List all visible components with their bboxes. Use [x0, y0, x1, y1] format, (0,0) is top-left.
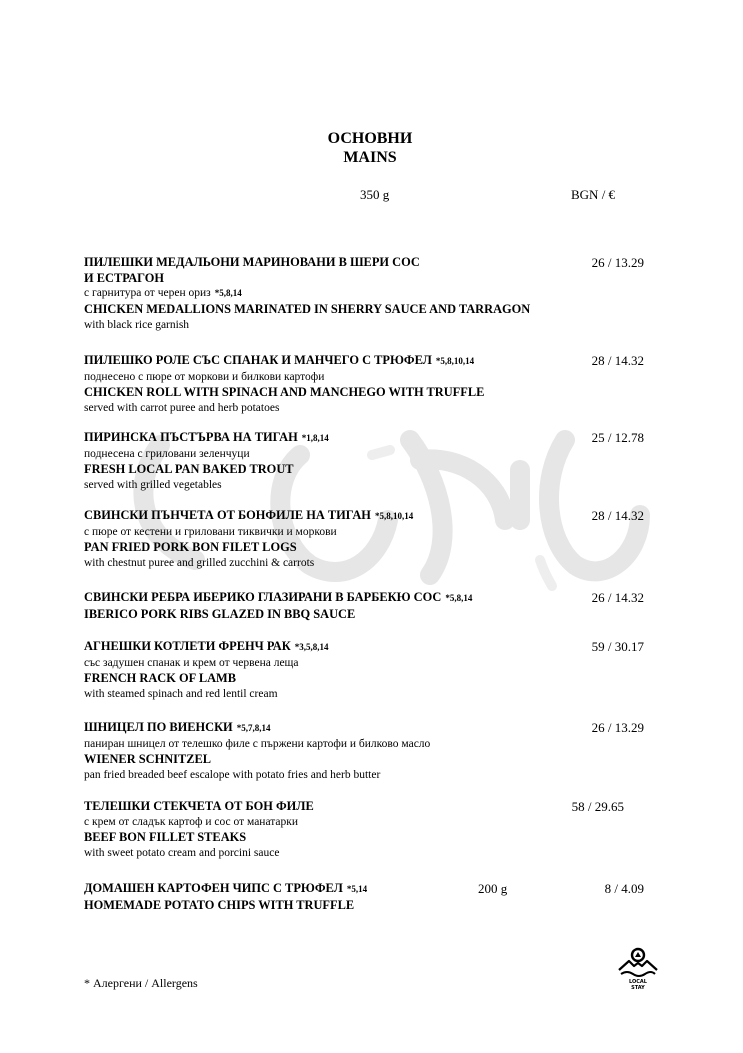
- menu-item: [84, 255, 644, 334]
- item-price: 25 / 12.78: [591, 430, 644, 445]
- item-title-en: PAN FRIED PORK BON FILET LOGS: [84, 540, 297, 555]
- menu-item: [84, 590, 644, 622]
- menu-item: [84, 881, 644, 913]
- item-description-en: pan fried breaded beef escalope with potato fries and herb butter: [84, 769, 381, 782]
- item-title-bg: ПИЛЕШКО РОЛЕ СЪС СПАНАК И МАНЧЕГО С ТРЮФЕЛ: [84, 353, 432, 367]
- menu-item: [84, 430, 644, 494]
- item-allergens: *5,8,10,14: [374, 511, 414, 521]
- item-description-bg: паниран шницел от телешко филе с пържени картофи и билково масло: [84, 737, 431, 750]
- item-title-en: FRENCH RACK OF LAMB: [84, 671, 237, 686]
- item-title-en: IBERICO PORK RIBS GLAZED IN BBQ SAUCE: [84, 606, 356, 621]
- item-description-en: served with carrot puree and herb potatoes: [84, 402, 280, 415]
- item-price: 59 / 30.17: [591, 639, 644, 654]
- item-price: 28 / 14.32: [591, 353, 644, 368]
- item-title-bg: ПИРИНСКА ПЪСТЪРВА НА ТИГАН: [84, 430, 298, 444]
- menu-item: [84, 799, 644, 862]
- menu-item: [84, 353, 644, 417]
- menu-item: [84, 720, 644, 784]
- logo-text-local: LOCAL: [629, 979, 647, 985]
- page-title-bg: ОСНОВНИ: [327, 130, 413, 147]
- item-allergens: *1,8,14: [301, 433, 329, 443]
- item-price: 58 / 29.65: [571, 799, 624, 814]
- logo-text-stay: STAY: [631, 985, 645, 991]
- item-title-en: BEEF BON FILLET STEAKS: [84, 830, 247, 845]
- allergens-note: * Алергени / Allergens: [84, 976, 198, 990]
- item-description-en: served with grilled vegetables: [84, 479, 222, 492]
- item-title-en: HOMEMADE POTATO CHIPS WITH TRUFFLE: [84, 897, 355, 912]
- item-price: 28 / 14.32: [591, 508, 644, 523]
- item-description-bg: с гарнитура от черен ориз: [84, 287, 211, 300]
- item-title-en: WIENER SCHNITZEL: [84, 752, 212, 767]
- item-description-bg: с пюре от кестени и гриловани тиквички и моркови: [84, 525, 337, 538]
- item-description-bg: със задушен спанак и крем от червена леща: [84, 656, 299, 669]
- item-title-bg: СВИНСКИ ПЪНЧЕТА ОТ БОНФИЛЕ НА ТИГАН: [84, 508, 371, 522]
- item-weight: 200 g: [478, 881, 508, 896]
- item-price: 26 / 14.32: [591, 590, 644, 605]
- item-price: 8 / 4.09: [604, 881, 644, 896]
- item-title-bg-cont: И ЕСТРАГОН: [84, 270, 164, 285]
- item-price: 26 / 13.29: [591, 720, 644, 735]
- item-allergens: *3,5,8,14: [294, 642, 329, 652]
- item-description-bg: с крем от сладък картоф и сос от манатарки: [84, 815, 299, 828]
- item-title-bg: ДОМАШЕН КАРТОФЕН ЧИПС С ТРЮФЕЛ: [84, 881, 343, 895]
- menu-item: [84, 508, 644, 572]
- item-description-en: with sweet potato cream and porcini sauce: [84, 847, 280, 860]
- price-column-header: BGN / €: [571, 187, 616, 202]
- item-description-en: with steamed spinach and red lentil cream: [84, 688, 278, 701]
- item-description-en: with black rice garnish: [84, 318, 190, 331]
- item-description-bg: поднесено с пюре от моркови и билкови картофи: [84, 370, 325, 383]
- item-title-bg: ПИЛЕШКИ МЕДАЛЬОНИ МАРИНОВАНИ В ШЕРИ СОС: [84, 255, 420, 269]
- item-title-en: FRESH LOCAL PAN BAKED TROUT: [84, 462, 294, 477]
- item-allergens: *5,7,8,14: [236, 723, 271, 733]
- item-title-bg: ШНИЦЕЛ ПО ВИЕНСКИ: [84, 720, 233, 734]
- item-price: 26 / 13.29: [591, 255, 644, 270]
- item-title-bg: АГНЕШКИ КОТЛЕТИ ФРЕНЧ РАК: [84, 639, 291, 653]
- item-allergens: *5,8,14: [445, 593, 473, 603]
- page-title-en: MAINS: [343, 149, 397, 166]
- menu-item: [84, 639, 644, 703]
- item-allergens: *5,8,14: [214, 288, 242, 299]
- item-allergens: *5,14: [346, 884, 368, 894]
- item-allergens: *5,8,10,14: [435, 356, 475, 366]
- weight-column-header: 350 g: [360, 187, 390, 202]
- item-description-en: with chestnut puree and grilled zucchini & carrots: [84, 557, 315, 570]
- local-stay-logo: [616, 946, 660, 992]
- item-title-en: CHICKEN MEDALLIONS MARINATED IN SHERRY SAUCE AND TARRAGON: [84, 302, 531, 317]
- item-title-bg: СВИНСКИ РЕБРА ИБЕРИКО ГЛАЗИРАНИ В БАРБЕКЮ СОС: [84, 590, 442, 604]
- item-title-bg: ТЕЛЕШКИ СТЕКЧЕТА ОТ БОН ФИЛЕ: [84, 799, 314, 813]
- item-description-bg: поднесена с гриловани зеленчуци: [84, 447, 250, 460]
- item-title-en: CHICKEN ROLL WITH SPINACH AND MANCHEGO WITH TRUFFLE: [84, 385, 485, 400]
